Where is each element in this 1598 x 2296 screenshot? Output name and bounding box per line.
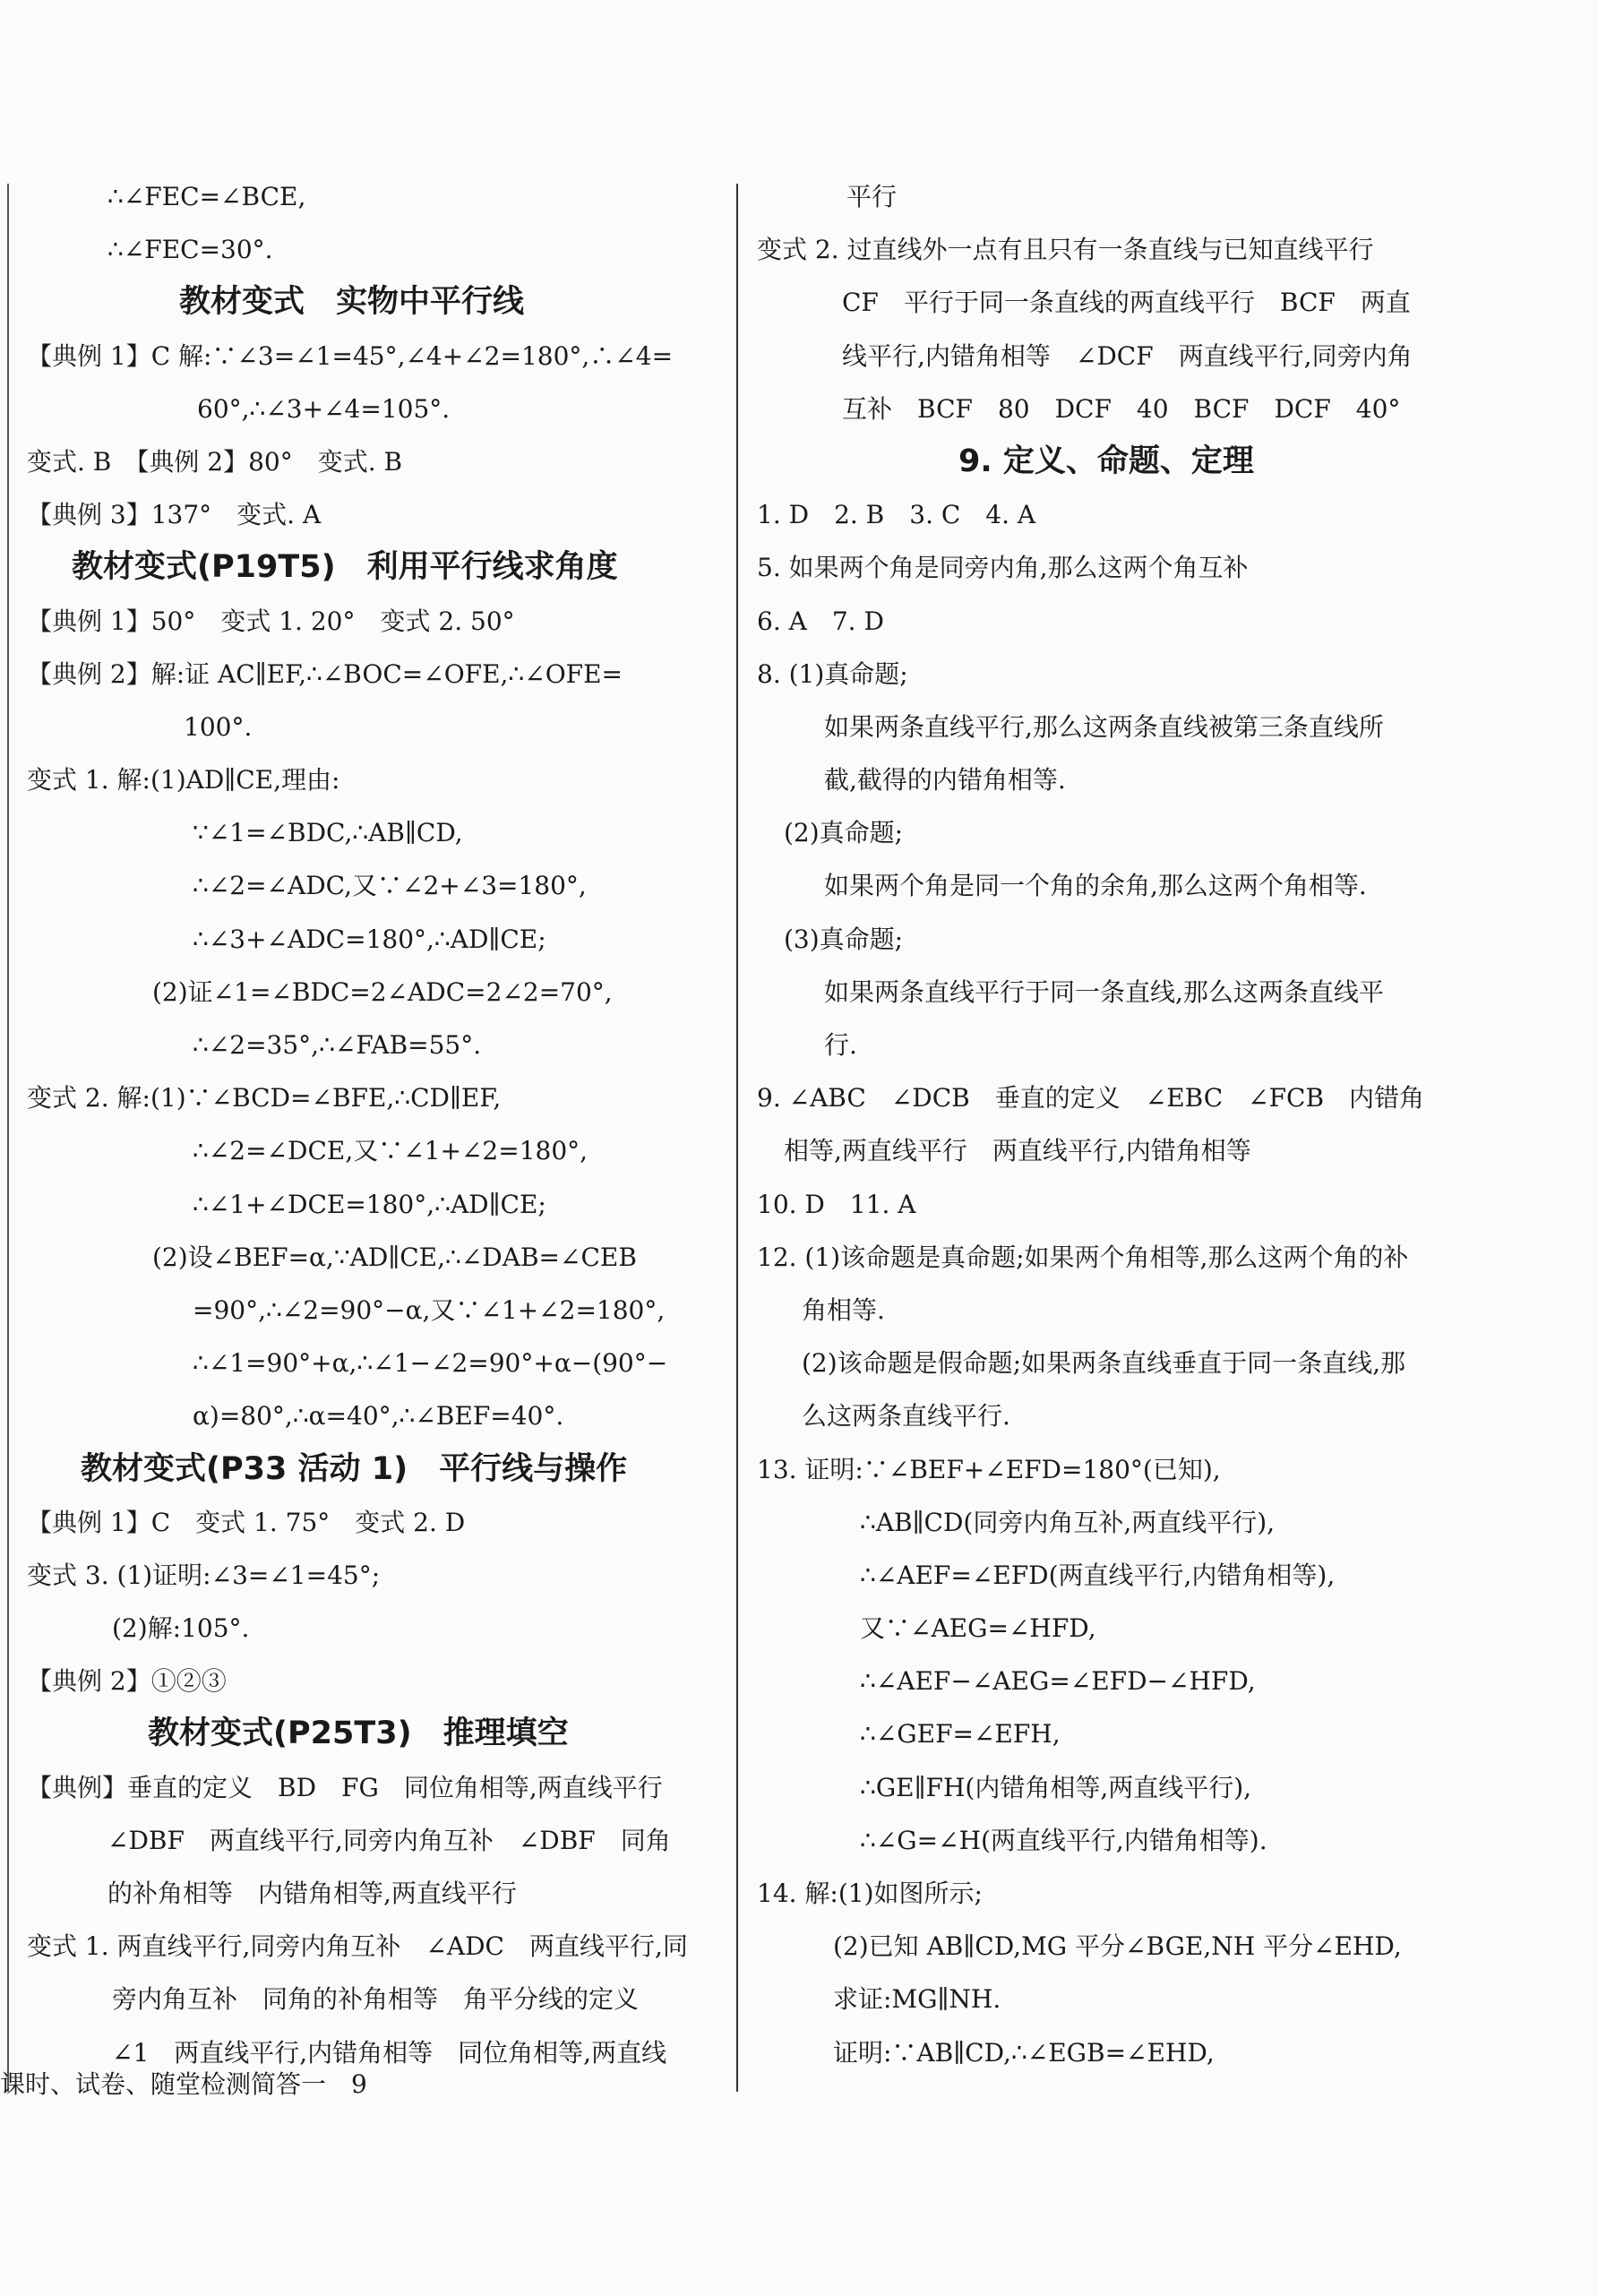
text-line: (2)证∠1=∠BDC=2∠ADC=2∠2=70°, <box>152 976 613 1007</box>
text-line: ∴∠AEF=∠EFD(两直线平行,内错角相等), <box>860 1560 1336 1590</box>
text-line: α)=80°,∴α=40°,∴∠BEF=40°. <box>193 1401 564 1432</box>
text-line: 13. 证明:∵∠BEF+∠EFD=180°(已知), <box>757 1454 1221 1484</box>
text-line: 变式 3. (1)证明:∠3=∠1=45°; <box>27 1560 381 1590</box>
section-heading: 教材变式(P25T3) 推理填空 <box>148 1716 569 1752</box>
text-line: (2)该命题是假命题;如果两条直线垂直于同一条直线,那 <box>802 1348 1405 1379</box>
section-heading: 教材变式(P19T5) 利用平行线求角度 <box>72 549 618 586</box>
right-column <box>757 170 1456 2079</box>
text-line: 【典例】垂直的定义 BD FG 同位角相等,两直线平行 <box>27 1772 663 1802</box>
text-line: 互补 BCF 80 DCF 40 BCF DCF 40° <box>842 393 1401 424</box>
text-line: (2)真命题; <box>784 818 904 848</box>
text-line: 变式 1. 两直线平行,同旁内角互补 ∠ADC 两直线平行,同 <box>27 1931 688 1962</box>
text-line: 100°. <box>184 711 253 742</box>
text-line: ∴∠G=∠H(两直线平行,内错角相等). <box>860 1825 1267 1855</box>
left-column <box>27 170 730 2079</box>
text-line: ∴∠2=35°,∴∠FAB=55°. <box>193 1030 482 1060</box>
text-line: ∴∠1=90°+α,∴∠1−∠2=90°+α−(90°− <box>193 1348 668 1379</box>
text-line: 【典例 3】137° 变式. A <box>27 500 322 530</box>
text-line: 14. 解:(1)如图所示; <box>757 1879 983 1908</box>
text-line: 12. (1)该命题是真命题;如果两个角相等,那么这两个角的补 <box>757 1242 1409 1272</box>
text-line: ∴∠AEF−∠AEG=∠EFD−∠HFD, <box>860 1666 1256 1697</box>
text-line: (2)已知 AB∥CD,MG 平分∠BGE,NH 平分∠EHD, <box>833 1931 1402 1962</box>
text-line: 5. 如果两个角是同旁内角,那么这两个角互补 <box>757 553 1249 583</box>
section-heading: 教材变式 实物中平行线 <box>179 284 525 321</box>
left-margin-rule <box>7 184 9 2092</box>
text-line: 【典例 2】①②③ <box>27 1666 227 1697</box>
text-line: 的补角相等 内错角相等,两直线平行 <box>107 1879 517 1908</box>
text-line: 旁内角互补 同角的补角相等 角平分线的定义 <box>112 1984 640 2015</box>
text-line: CF 平行于同一条直线的两直线平行 BCF 两直 <box>842 288 1411 318</box>
text-line: 【典例 1】C 变式 1. 75° 变式 2. D <box>27 1507 466 1537</box>
text-line: 变式 2. 过直线外一点有且只有一条直线与已知直线平行 <box>757 235 1374 265</box>
text-line: 么这两条直线平行. <box>802 1401 1010 1432</box>
text-line: 又∵∠AEG=∠HFD, <box>860 1613 1096 1644</box>
text-line: 线平行,内错角相等 ∠DCF 两直线平行,同旁内角 <box>842 340 1413 371</box>
text-line: ∴GE∥FH(内错角相等,两直线平行), <box>860 1772 1252 1802</box>
text-line: 【典例 2】解:证 AC∥EF,∴∠BOC=∠OFE,∴∠OFE= <box>27 658 623 689</box>
page-footer: 课时、试卷、随堂检测简答一 9 <box>0 2069 367 2099</box>
text-line: (3)真命题; <box>784 924 904 954</box>
text-line: 1. D 2. B 3. C 4. A <box>757 500 1036 530</box>
text-line: (2)设∠BEF=α,∵AD∥CE,∴∠DAB=∠CEB <box>152 1242 637 1272</box>
text-line: ∴∠FEC=30°. <box>107 235 273 265</box>
text-line: 9. ∠ABC ∠DCB 垂直的定义 ∠EBC ∠FCB 内错角 <box>757 1083 1425 1114</box>
text-line: 【典例 1】C 解:∵∠3=∠1=45°,∠4+∠2=180°,∴∠4= <box>27 340 674 371</box>
text-line: 行. <box>824 1030 857 1060</box>
text-line: ∴∠GEF=∠EFH, <box>860 1719 1061 1750</box>
text-line: 10. D 11. A <box>757 1189 916 1219</box>
text-line: 变式 2. 解:(1)∵∠BCD=∠BFE,∴CD∥EF, <box>27 1083 502 1114</box>
text-line: =90°,∴∠2=90°−α,又∵∠1+∠2=180°, <box>193 1294 666 1325</box>
text-line: ∴∠1+∠DCE=180°,∴AD∥CE; <box>193 1189 546 1219</box>
text-line: ∴AB∥CD(同旁内角互补,两直线平行), <box>860 1507 1276 1537</box>
text-line: 【典例 1】50° 变式 1. 20° 变式 2. 50° <box>27 606 515 636</box>
text-line: (2)解:105°. <box>112 1613 250 1644</box>
text-line: 变式 1. 解:(1)AD∥CE,理由: <box>27 765 340 795</box>
text-line: 截,截得的内错角相等. <box>824 765 1066 795</box>
text-line: 求证:MG∥NH. <box>833 1984 1001 2015</box>
text-line: ∴∠FEC=∠BCE, <box>107 182 306 211</box>
text-line: ∵∠1=∠BDC,∴AB∥CD, <box>193 818 463 848</box>
text-line: 证明:∵AB∥CD,∴∠EGB=∠EHD, <box>833 2037 1215 2068</box>
text-line: 如果两个角是同一个角的余角,那么这两个角相等. <box>824 871 1367 901</box>
text-line: ∠1 两直线平行,内错角相等 同位角相等,两直线 <box>112 2037 667 2068</box>
section-heading: 9. 定义、命题、定理 <box>958 443 1254 479</box>
text-line: 8. (1)真命题; <box>757 658 908 689</box>
text-line: 相等,两直线平行 两直线平行,内错角相等 <box>784 1136 1251 1166</box>
text-line: ∴∠2=∠DCE,又∵∠1+∠2=180°, <box>193 1136 589 1166</box>
text-line: 如果两条直线平行,那么这两条直线被第三条直线所 <box>824 711 1384 742</box>
text-line: ∴∠3+∠ADC=180°,∴AD∥CE; <box>193 924 546 954</box>
text-line: 变式. B 【典例 2】80° 变式. B <box>27 446 403 477</box>
text-line: ∠DBF 两直线平行,同旁内角互补 ∠DBF 同角 <box>107 1825 671 1855</box>
text-line: 6. A 7. D <box>757 606 884 636</box>
text-line: 60°,∴∠3+∠4=105°. <box>197 393 451 424</box>
column-divider <box>736 184 738 2092</box>
text-line: 平行 <box>846 182 898 211</box>
text-line: 如果两条直线平行于同一条直线,那么这两条直线平 <box>824 976 1384 1007</box>
text-line: 角相等. <box>802 1294 885 1325</box>
section-heading: 教材变式(P33 活动 1) 平行线与操作 <box>81 1450 628 1487</box>
text-line: ∴∠2=∠ADC,又∵∠2+∠3=180°, <box>193 871 587 901</box>
